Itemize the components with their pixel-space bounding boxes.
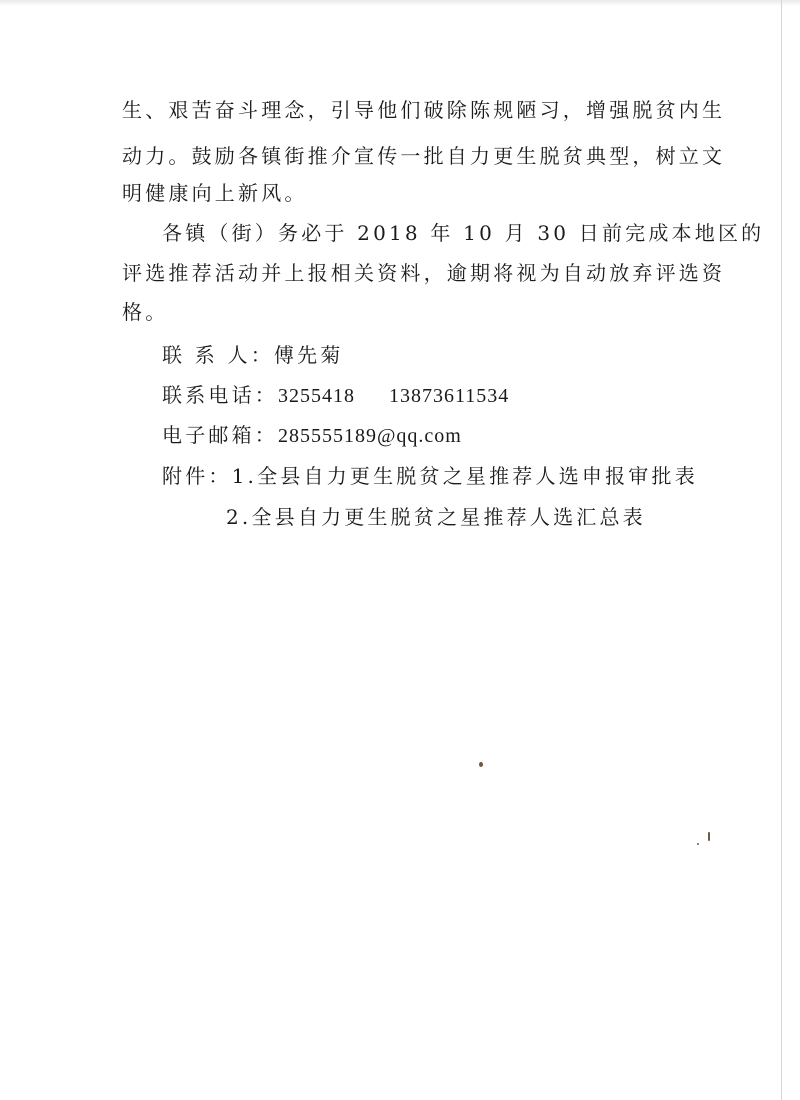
scan-speck [479,762,483,767]
attachment-row-1 [162,462,698,490]
contact-email-row [162,421,462,450]
contact-phone-row [162,381,509,410]
contact-email-label: 电子邮箱： [162,423,278,447]
scan-speck [708,832,710,841]
paragraph-1-line-3: 明健康向上新风。 [122,181,308,205]
contact-phone-label: 联系电话： [162,383,278,407]
contact-person-row [162,341,344,369]
contact-person-label: 联 系 人： [162,343,274,367]
contact-phone-1: 3255418 [278,385,355,407]
contact-email: 285555189@qq.com [278,425,462,447]
page-top-edge [0,0,800,6]
attachment-label: 附件： [162,464,232,488]
paragraph-2-line-1: 各镇（街）务必于 2018 年 10 月 30 日前完成本地区的 [162,221,765,245]
scan-speck [697,843,699,845]
attachment-item-2: 2.全县自力更生脱贫之星推荐人选汇总表 [226,505,646,529]
contact-phone-2: 13873611534 [389,385,510,407]
paragraph-1-line-1: 生、艰苦奋斗理念，引导他们破除陈规陋习，增强脱贫内生 [122,98,726,122]
contact-person-name: 傅先菊 [273,343,344,367]
paragraph-2-line-2: 评选推荐活动并上报相关资料，逾期将视为自动放弃评选资 [122,261,726,285]
attachment-item-1: 1.全县自力更生脱贫之星推荐人选申报审批表 [231,464,698,488]
paragraph-2-line-3: 格。 [122,300,169,324]
page-right-edge [781,0,782,1100]
paragraph-1-line-2: 动力。鼓励各镇街推介宣传一批自力更生脱贫典型，树立文 [122,144,726,168]
